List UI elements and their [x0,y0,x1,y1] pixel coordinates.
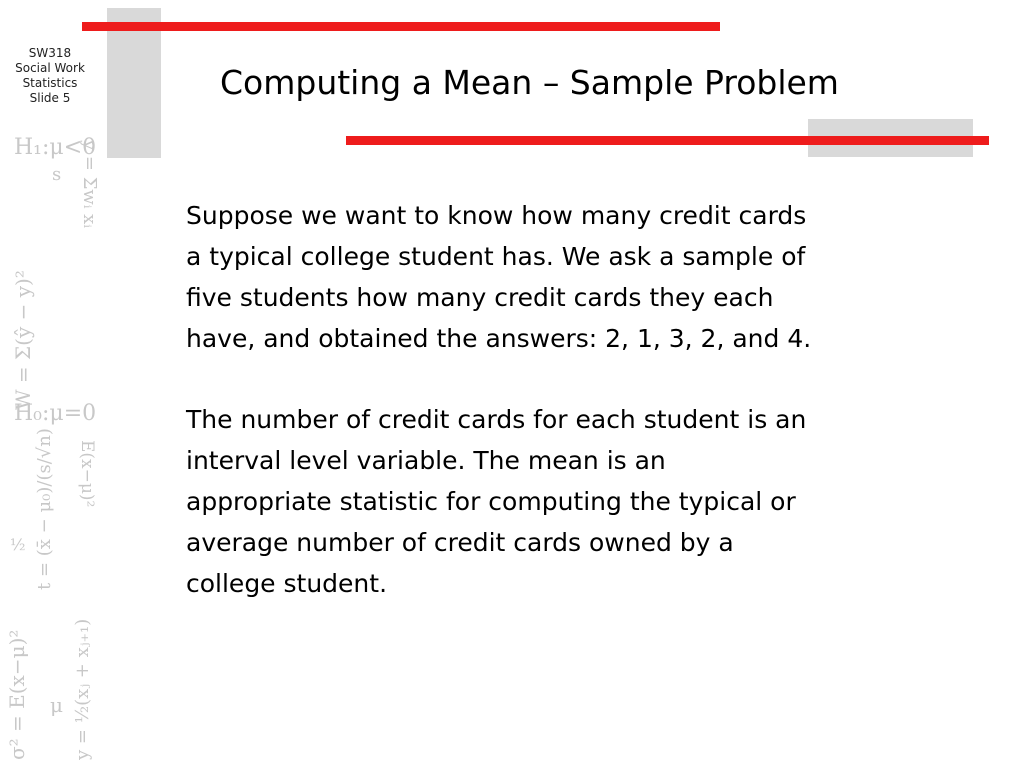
body-paragraph-2-line-1: The number of credit cards for each student is an [186,405,807,434]
slide-label-number: Slide 5 [29,91,71,105]
slide-label-subject: Statistics [22,76,78,90]
watermark-formula-7: E(x−μ)² [77,440,97,508]
body-paragraph-2-line-2: interval level variable. The mean is an [186,446,666,475]
body-paragraph-1-line-1: Suppose we want to know how many credit cards [186,201,807,230]
decorative-red-line-top [82,22,720,31]
body-paragraph-1-line-3: five students how many credit cards they each [186,283,774,312]
body-paragraph-2-line-5: college student. [186,569,388,598]
body-paragraph-2-line-3: appropriate statistic for computing the typical or [186,487,796,516]
slide-label [0,46,100,106]
watermark-formula-2: y = Σwᵢ xᵢ [79,140,100,228]
watermark-formula-3: W = Σ(ŷ − y)² [11,270,35,410]
watermark-formula-0: H₁:μ<0 [14,135,97,160]
watermark-formula-10: μ [50,693,63,717]
slide-body [186,195,986,644]
watermark-formula-9: y = ½(xⱼ + xⱼ₊₁) [72,618,93,760]
watermark-formula-8: σ² = E(x−μ)² [5,629,29,760]
decorative-red-line-bottom [346,136,989,145]
slide-title: Computing a Mean – Sample Problem [220,63,839,102]
body-paragraph-2-line-4: average number of credit cards owned by a [186,528,734,557]
watermark-formula-4: H₀:μ=0 [14,401,97,426]
slide-label-dept: Social Work [15,61,85,75]
body-paragraph-1-line-2: a typical college student has. We ask a sample of [186,242,806,271]
slide-label-course: SW318 [28,46,72,60]
watermark-formula-5: t = (x̄ − μ₀)/(s/√n) [34,428,55,590]
watermark-formula-1: s [52,164,62,185]
body-paragraph-2 [186,399,986,604]
body-paragraph-1 [186,195,986,359]
body-paragraph-1-line-4: have, and obtained the answers: 2, 1, 3, 2, and 4. [186,324,812,353]
math-watermark [0,120,100,768]
watermark-formula-6: ½ [10,535,26,554]
